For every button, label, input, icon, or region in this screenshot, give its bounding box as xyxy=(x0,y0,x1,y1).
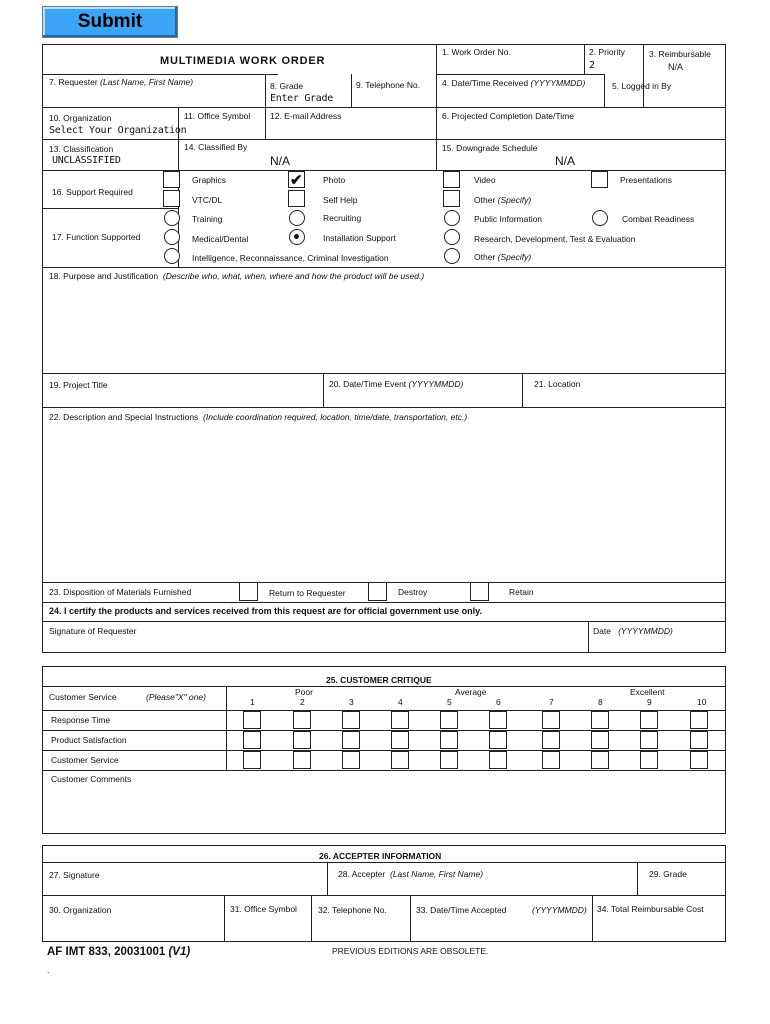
certification-statement: 24. I certify the products and services received from this request are for official government use only. xyxy=(49,606,482,616)
video-label: Video xyxy=(474,175,496,185)
checkmark-icon: ✔ xyxy=(290,172,303,189)
rating-checkbox[interactable] xyxy=(342,751,360,769)
requester-date-label: Date (YYYYMMDD) xyxy=(593,626,673,636)
accepter-name-label: 28. Accepter (Last Name, First Name) xyxy=(338,869,484,879)
reimbursable-label: 3. Reimbursable xyxy=(649,49,711,59)
rating-checkbox[interactable] xyxy=(542,731,560,749)
purpose-label: 18. Purpose and Justification (Describe who, what, when, where and how the product will be used.) xyxy=(49,271,425,281)
requester-label: 7. Requester (Last Name, First Name) xyxy=(49,77,194,87)
rating-checkbox[interactable] xyxy=(391,731,409,749)
recruiting-label: Recruiting xyxy=(323,213,362,223)
rating-scale-number: 3 xyxy=(349,697,354,707)
research-label: Research, Development, Test & Evaluation xyxy=(474,234,636,244)
rating-checkbox[interactable] xyxy=(690,751,708,769)
accepter-telephone-label: 32. Telephone No. xyxy=(318,905,387,915)
logged-in-by-label: 5. Logged in By xyxy=(612,81,672,91)
please-x-one-hint: (Please"X" one) xyxy=(146,692,206,702)
rating-scale-number: 1 xyxy=(250,697,255,707)
telephone-label: 9. Telephone No. xyxy=(356,80,421,90)
email-label: 12. E-mail Address xyxy=(270,111,342,121)
rating-checkbox[interactable] xyxy=(342,711,360,729)
intelligence-label: Intelligence, Reconnaissance, Criminal Investigation xyxy=(192,253,389,263)
vtc-label: VTC/DL xyxy=(192,195,223,205)
organization-label: 10. Organization xyxy=(49,113,112,123)
critique-row-label: Response Time xyxy=(51,715,111,725)
other-function-label: Other (Specify) xyxy=(474,252,532,262)
rating-checkbox[interactable] xyxy=(391,711,409,729)
average-label: Average xyxy=(455,687,487,697)
classification-select[interactable]: UNCLASSIFIED xyxy=(52,155,121,166)
retain-label: Retain xyxy=(509,587,534,597)
rating-scale-number: 5 xyxy=(447,697,452,707)
photo-checkbox[interactable] xyxy=(288,171,305,188)
priority-value[interactable]: 2 xyxy=(589,60,595,71)
rating-checkbox[interactable] xyxy=(489,731,507,749)
rating-checkbox[interactable] xyxy=(440,751,458,769)
divider xyxy=(42,74,278,75)
rating-checkbox[interactable] xyxy=(489,751,507,769)
rating-checkbox[interactable] xyxy=(440,711,458,729)
form-identifier: AF IMT 833, 20031001 (V1) xyxy=(47,946,191,958)
intelligence-radio[interactable] xyxy=(164,248,180,264)
work-order-no-label: 1. Work Order No. xyxy=(442,47,511,57)
rating-checkbox[interactable] xyxy=(489,711,507,729)
excellent-label: Excellent xyxy=(630,687,665,697)
form-title: MULTIMEDIA WORK ORDER xyxy=(160,55,326,67)
rating-checkbox[interactable] xyxy=(293,751,311,769)
customer-service-heading: Customer Service xyxy=(49,692,117,702)
rating-checkbox[interactable] xyxy=(542,751,560,769)
support-required-label: 16. Support Required xyxy=(52,187,133,197)
critique-row-label: Product Satisfaction xyxy=(51,735,127,745)
rating-checkbox[interactable] xyxy=(243,751,261,769)
destroy-label: Destroy xyxy=(398,587,428,597)
vtc-checkbox[interactable] xyxy=(163,190,180,207)
rating-checkbox[interactable] xyxy=(293,731,311,749)
destroy-checkbox[interactable] xyxy=(368,582,387,601)
rating-scale-number: 10 xyxy=(697,697,707,707)
organization-select[interactable]: Select Your Organization xyxy=(49,125,187,136)
presentations-checkbox[interactable] xyxy=(591,171,608,188)
installation-support-label: Installation Support xyxy=(323,233,396,243)
grade-value[interactable]: Enter Grade xyxy=(270,93,333,104)
rating-checkbox[interactable] xyxy=(640,711,658,729)
obsolete-notice: PREVIOUS EDITIONS ARE OBSOLETE. xyxy=(332,946,489,956)
rating-scale-number: 4 xyxy=(398,697,403,707)
office-symbol-label: 11. Office Symbol xyxy=(184,111,251,121)
accepter-grade-label: 29. Grade xyxy=(649,869,687,879)
customer-comments-textarea[interactable] xyxy=(44,786,724,832)
self-help-label: Self Help xyxy=(323,195,358,205)
photo-label: Photo xyxy=(323,175,346,185)
location-label: 21. Location xyxy=(534,379,581,389)
classified-by-label: 14. Classified By xyxy=(184,142,248,152)
rating-checkbox[interactable] xyxy=(440,731,458,749)
recruiting-radio[interactable] xyxy=(289,210,305,226)
rating-checkbox[interactable] xyxy=(640,751,658,769)
other-support-checkbox[interactable] xyxy=(443,190,460,207)
graphics-label: Graphics xyxy=(192,175,227,185)
rating-scale-number: 7 xyxy=(549,697,554,707)
return-to-requester-checkbox[interactable] xyxy=(239,582,258,601)
rating-checkbox[interactable] xyxy=(243,711,261,729)
classified-by-value[interactable]: N/A xyxy=(270,154,291,168)
downgrade-label: 15. Downgrade Schedule xyxy=(442,143,538,153)
self-help-checkbox[interactable] xyxy=(288,190,305,207)
rating-checkbox[interactable] xyxy=(591,751,609,769)
signature-of-requester-label: Signature of Requester xyxy=(49,626,137,636)
rating-checkbox[interactable] xyxy=(391,751,409,769)
disposition-label: 23. Disposition of Materials Furnished xyxy=(49,587,192,597)
downgrade-value[interactable]: N/A xyxy=(555,154,576,168)
completion-date-label: 6. Projected Completion Date/Time xyxy=(442,111,574,121)
rating-checkbox[interactable] xyxy=(640,731,658,749)
description-textarea[interactable] xyxy=(44,426,724,580)
accepter-office-symbol-label: 31. Office Symbol xyxy=(230,904,297,914)
reimbursable-cost-label: 34. Total Reimbursable Cost xyxy=(597,904,704,914)
medical-radio[interactable] xyxy=(164,229,180,245)
reimbursable-value[interactable]: N/A xyxy=(668,62,684,72)
rating-checkbox[interactable] xyxy=(690,711,708,729)
video-checkbox[interactable] xyxy=(443,171,460,188)
project-title-label: 19. Project Title xyxy=(49,380,108,390)
description-label: 22. Description and Special Instructions (Include coordination required, location, time/date, transportation, etc.) xyxy=(49,412,468,422)
training-label: Training xyxy=(192,214,223,224)
event-date-label: 20. Date/Time Event (YYYYMMDD) xyxy=(329,379,464,389)
training-radio[interactable] xyxy=(164,210,180,226)
date-received-label: 4. Date/Time Received (YYYYMMDD) xyxy=(442,78,586,88)
installation-support-radio[interactable] xyxy=(289,229,305,245)
classification-label: 13. Classification xyxy=(49,144,114,154)
date-accepted-label: 33. Date/Time Accepted xyxy=(416,905,507,915)
rating-scale-number: 9 xyxy=(647,697,652,707)
rating-scale-number: 6 xyxy=(496,697,501,707)
combat-readiness-radio[interactable] xyxy=(592,210,608,226)
customer-comments-label: Customer Comments xyxy=(51,774,132,784)
rating-scale-number: 8 xyxy=(598,697,603,707)
priority-label: 2. Priority xyxy=(589,47,625,57)
rating-scale-number: 2 xyxy=(300,697,305,707)
return-to-requester-label: Return to Requester xyxy=(269,588,346,598)
graphics-checkbox[interactable] xyxy=(163,171,180,188)
retain-checkbox[interactable] xyxy=(470,582,489,601)
rating-checkbox[interactable] xyxy=(342,731,360,749)
other-support-label: Other (Specify) xyxy=(474,195,532,205)
accepter-title: 26. ACCEPTER INFORMATION xyxy=(319,851,442,861)
research-radio[interactable] xyxy=(444,229,460,245)
rating-checkbox[interactable] xyxy=(591,711,609,729)
critique-row-label: Customer Service xyxy=(51,755,119,765)
medical-label: Medical/Dental xyxy=(192,234,249,244)
accepter-organization-label: 30. Organization xyxy=(49,905,112,915)
footer-dot: . xyxy=(47,965,50,975)
rating-checkbox[interactable] xyxy=(293,711,311,729)
presentations-label: Presentations xyxy=(620,175,672,185)
public-information-radio[interactable] xyxy=(444,210,460,226)
public-information-label: Public Information xyxy=(474,214,543,224)
function-supported-label: 17. Function Supported xyxy=(52,232,141,242)
critique-title: 25. CUSTOMER CRITIQUE xyxy=(326,675,432,685)
signature-label: 27. Signature xyxy=(49,870,100,880)
submit-button[interactable]: Submit xyxy=(42,6,178,38)
other-function-radio[interactable] xyxy=(444,248,460,264)
date-accepted-format: (YYYYMMDD) xyxy=(532,905,587,915)
combat-readiness-label: Combat Readiness xyxy=(622,214,695,224)
poor-label: Poor xyxy=(295,687,313,697)
purpose-textarea[interactable] xyxy=(44,285,724,371)
rating-checkbox[interactable] xyxy=(591,731,609,749)
rating-checkbox[interactable] xyxy=(690,731,708,749)
rating-checkbox[interactable] xyxy=(243,731,261,749)
rating-checkbox[interactable] xyxy=(542,711,560,729)
grade-label: 8. Grade xyxy=(270,81,304,91)
